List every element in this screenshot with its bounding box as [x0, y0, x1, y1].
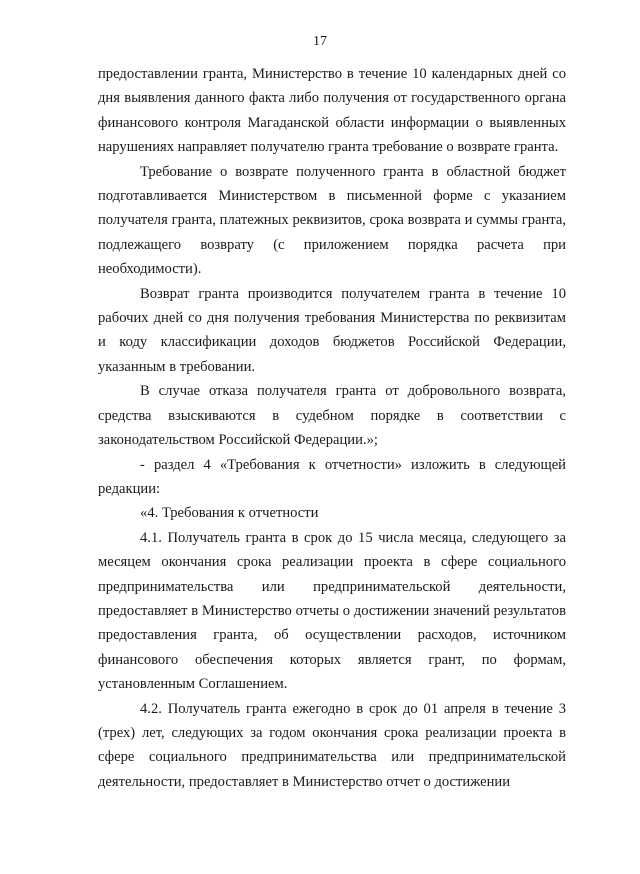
document-body — [98, 62, 566, 794]
clause-4-2: 4.2. Получатель гранта ежегодно в срок до 01 апреля в течение 3 (трех) лет, следующих за годом окончания срока реализации проекта в сфере социального предпринимательства или предпринимательской деятельности, предоставляет в Министерство отчет о достижении — [98, 700, 566, 790]
paragraph-refusal-case: В случае отказа получателя гранта от добровольного возврата, средства взыскиваются в судебном порядке в соответствии с законодательством Российской Федерации.»; — [98, 383, 566, 449]
paragraph-grant-return-notice: предоставлении гранта, Министерство в течение 10 календарных дней со дня выявления данного факта либо получения от государственного органа финансового контроля Магаданской области информации о выявленных нарушениях направляет получателю гранта требование о возврате гранта. — [98, 66, 566, 156]
paragraph-return-procedure: Возврат гранта производится получателем гранта в течение 10 рабочих дней со дня получения требования Министерства по реквизитам и коду классификации доходов бюджетов Российской Федерации, указанным в требовании. — [98, 285, 566, 375]
page-number: 17 — [313, 34, 327, 49]
paragraph-section-4-amendment: - раздел 4 «Требования к отчетности» изложить в следующей редакции: — [98, 456, 566, 497]
section-heading-reporting: «4. Требования к отчетности — [140, 505, 319, 522]
paragraph-return-requirement: Требование о возврате полученного гранта в областной бюджет подготавливается Министерством в письменной форме с указанием получателя гранта, платежных реквизитов, срока возврата и суммы гранта, подлежащего возврату (с приложением порядка расчета при необходимости). — [98, 163, 566, 278]
clause-4-1: 4.1. Получатель гранта в срок до 15 числа месяца, следующего за месяцем окончания срока реализации проекта в сфере социального предпринимательства или предпринимательской деятельности, предоставляет в Министерство отчеты о достижении значений результатов предоставления гранта, об осуществлении расходов, источником финансового обеспечения которых является грант, по формам, установленным Соглашением. — [98, 529, 566, 693]
